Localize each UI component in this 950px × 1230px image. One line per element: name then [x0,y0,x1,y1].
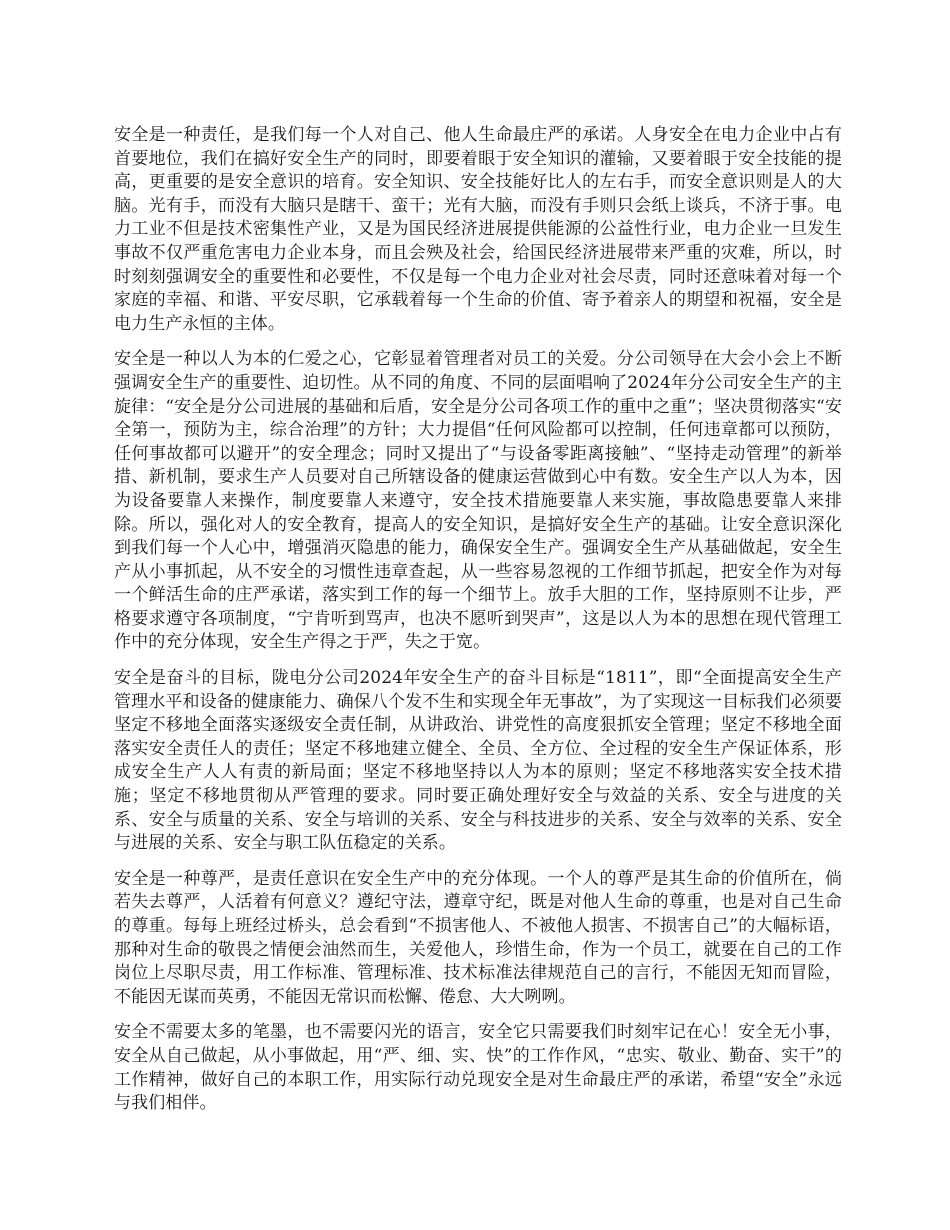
paragraph-responsibility: 安全是一种责任，是我们每一个人对自己、他人生命最庄严的承诺。人身安全在电力企业中占有首要地位，我们在搞好安全生产的同时，即要着眼于安全知识的灌输，又要着眼于安全技能的提高，更重要的是安全意识的培育。安全知识、安全技能好比人的左右手，而安全意识则是人的大脑。光有手，而没有大脑只是瞎干、蛮干；光有大脑，而没有手则只会纸上谈兵，不济于事。电力工业不但是技术密集性产业，又是为国民经济进展提供能源的公益性行业，电力企业一旦发生事故不仅严重危害电力企业本身，而且会殃及社会，给国民经济进展带来严重的灾难，所以，时时刻刻强调安全的重要性和必要性，不仅是每一个电力企业对社会尽责，同时还意味着对每一个家庭的幸福、和谐、平安尽职，它承载着每一个生命的价值、寄予着亲人的期望和祝福，安全是电力生产永恒的主体。 [114,125,842,334]
document-body [114,124,842,1128]
paragraph-conclusion: 安全不需要太多的笔墨，也不需要闪光的语言，安全它只需要我们时刻牢记在心！安全无小事，安全从自己做起，从小事做起，用“严、细、实、快”的工作作风，“忠实、敬业、勤奋、实干”的工作精神，做好自己的本职工作，用实际行动兑现安全是对生命最庄严的承诺，希望“安全”永远与我们相伴。 [114,1022,842,1114]
paragraph-goal: 安全是奋斗的目标，陇电分公司2024年安全生产的奋斗目标是“1811”，即“全面提高安全生产管理水平和设备的健康能力、确保八个发不生和实现全年无事故”，为了实现这一目标我们必须要坚定不移地全面落实逐级安全责任制，从讲政治、讲党性的高度狠抓安全管理；坚定不移地全面落实安全责任人的责任；坚定不移地建立健全、全员、全方位、全过程的安全生产保证体系，形成安全生产人人有责的新局面；坚定不移地坚持以人为本的原则；坚定不移地落实安全技术措施；坚定不移地贯彻从严管理的要求。同时要正确处理好安全与效益的关系、安全与进度的关系、安全与质量的关系、安全与培训的关系、安全与科技进步的关系、安全与效率的关系、安全与进展的关系、安全与职工队伍稳定的关系。 [114,668,842,854]
paragraph-dignity: 安全是一种尊严，是责任意识在安全生产中的充分体现。一个人的尊严是其生命的价值所在，倘若失去尊严，人活着有何意义？遵纪守法，遵章守纪，既是对他人生命的尊重，也是对自己生命的尊重。每每上班经过桥头，总会看到“不损害他人、不被他人损害、不损害自己”的大幅标语，那种对生命的敬畏之情便会油然而生，关爱他人，珍惜生命，作为一个员工，就要在自己的工作岗位上尽职尽责，用工作标准、管理标准、技术标准法律规范自己的言行，不能因无知而冒险，不能因无谋而英勇，不能因无常识而松懈、倦怠、大大咧咧。 [114,868,842,1007]
paragraph-people-oriented: 安全是一种以人为本的仁爱之心，它彰显着管理者对员工的关爱。分公司领导在大会小会上不断强调安全生产的重要性、迫切性。从不同的角度、不同的层面唱响了2024年分公司安全生产的主旋律：“安全是分公司进展的基础和后盾，安全是分公司各项工作的重中之重”；坚决贯彻落实“安全第一，预防为主，综合治理”的方针；大力提倡“任何风险都可以控制，任何违章都可以预防，任何事故都可以避开”的安全理念；同时又提出了“与设备零距离接触”、“坚持走动管理”的新举措、新机制，要求生产人员要对自己所辖设备的健康运营做到心中有数。安全生产以人为本，因为设备要靠人来操作，制度要靠人来遵守，安全技术措施要靠人来实施，事故隐患要靠人来排除。所以，强化对人的安全教育，提高人的安全知识，是搞好安全生产的基础。让安全意识深化到我们每一个人心中，增强消灭隐患的能力，确保安全生产。强调安全生产从基础做起，安全生产从小事抓起，从不安全的习惯性违章查起，从一些容易忽视的工作细节抓起，把安全作为对每一个鲜活生命的庄严承诺，落实到工作的每一个细节上。放手大胆的工作，坚持原则不让步，严格要求遵守各项制度，“宁肯听到骂声，也决不愿听到哭声”，这是以人为本的思想在现代管理工作中的充分体现，安全生产得之于严，失之于宽。 [114,349,842,653]
